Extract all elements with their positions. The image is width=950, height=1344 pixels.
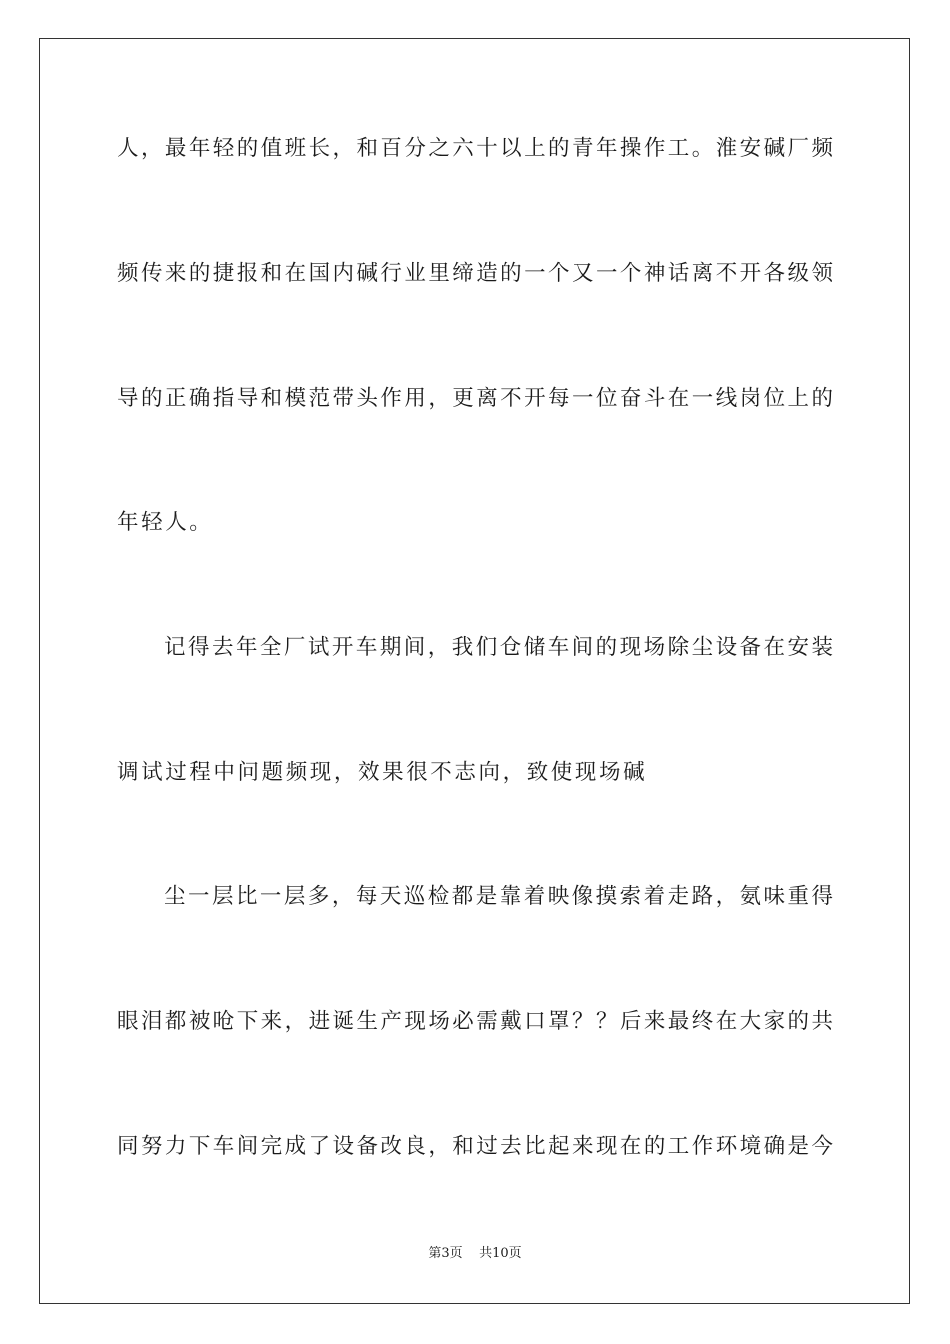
- body-line-4: 年轻人。: [117, 510, 214, 535]
- body-line-8: 眼泪都被呛下来，进诞生产现场必需戴口罩？？后来最终在大家的共: [117, 1009, 833, 1034]
- body-line-6: 调试过程中问题频现，效果很不志向，致使现场碱: [117, 760, 648, 785]
- page-number-footer: 第3页 共10页: [428, 1246, 522, 1261]
- body-line-1: 人，最年轻的值班长，和百分之六十以上的青年操作工。淮安碱厂频: [117, 136, 833, 161]
- body-line-3: 导的正确指导和模范带头作用，更离不开每一位奋斗在一线岗位上的: [117, 386, 833, 411]
- body-line-5: 记得去年全厂试开车期间，我们仓储车间的现场除尘设备在安装: [164, 635, 833, 660]
- body-line-7: 尘一层比一层多，每天巡检都是靠着映像摸索着走路，氨味重得: [164, 884, 833, 909]
- body-line-9: 同努力下车间完成了设备改良，和过去比起来现在的工作环境确是今: [117, 1134, 833, 1159]
- body-line-2: 频传来的捷报和在国内碱行业里缔造的一个又一个神话离不开各级领: [117, 261, 833, 286]
- page-border: [39, 38, 910, 1304]
